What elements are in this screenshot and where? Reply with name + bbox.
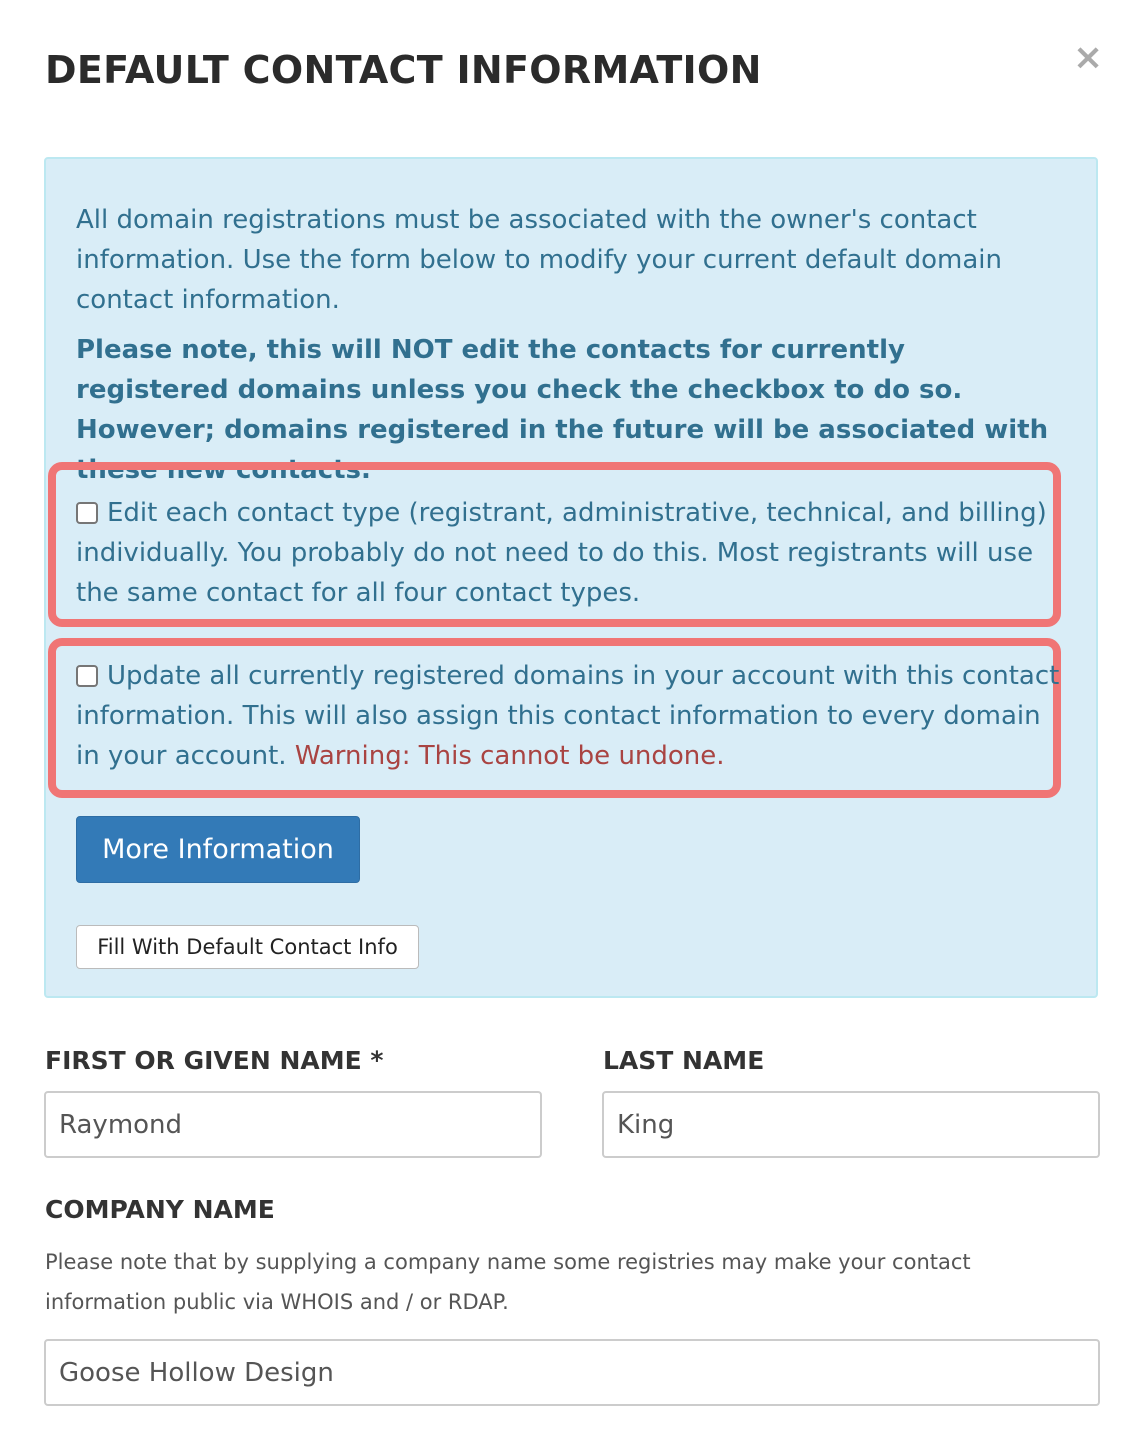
individual-contacts-checkbox[interactable] <box>76 502 98 524</box>
warning-text: Warning: This cannot be undone. <box>294 741 725 771</box>
first-name-label: FIRST OR GIVEN NAME * <box>45 1046 384 1075</box>
modal-title: DEFAULT CONTACT INFORMATION <box>45 48 762 92</box>
company-name-input[interactable]: Goose Hollow Design <box>44 1339 1100 1406</box>
option-update-all-domains <box>76 656 1061 776</box>
last-name-input[interactable]: King <box>602 1091 1100 1158</box>
company-name-label: COMPANY NAME <box>45 1195 275 1224</box>
first-name-input[interactable]: Raymond <box>44 1091 542 1158</box>
more-information-button[interactable]: More Information <box>76 816 360 883</box>
fill-default-contact-button[interactable]: Fill With Default Contact Info <box>76 925 419 969</box>
update-all-domains-label[interactable]: Update all currently registered domains in your account with this contact information. This will also assign this contact information to every domain in your account. <box>76 661 1060 771</box>
update-all-domains-checkbox[interactable] <box>76 665 98 687</box>
individual-contacts-label[interactable]: Edit each contact type (registrant, administrative, technical, and billing) individually. You probably do not need to do this. Most registrants will use the same contact for all four contact types. <box>76 498 1047 608</box>
option-individual-contacts <box>76 493 1061 613</box>
last-name-label: LAST NAME <box>603 1046 765 1075</box>
info-intro-text: All domain registrations must be associated with the owner's contact information. Use the form below to modify your current default domain contact information. <box>76 205 1002 315</box>
company-help-text: Please note that by supplying a company name some registries may make your contact information public via WHOIS and / or RDAP. <box>45 1250 971 1314</box>
close-icon[interactable]: × <box>1073 37 1104 78</box>
info-note-text: Please note, this will NOT edit the contacts for currently registered domains unless you check the checkbox to do so. However; domains registered in the future will be associated with these new contacts. <box>76 335 1049 485</box>
